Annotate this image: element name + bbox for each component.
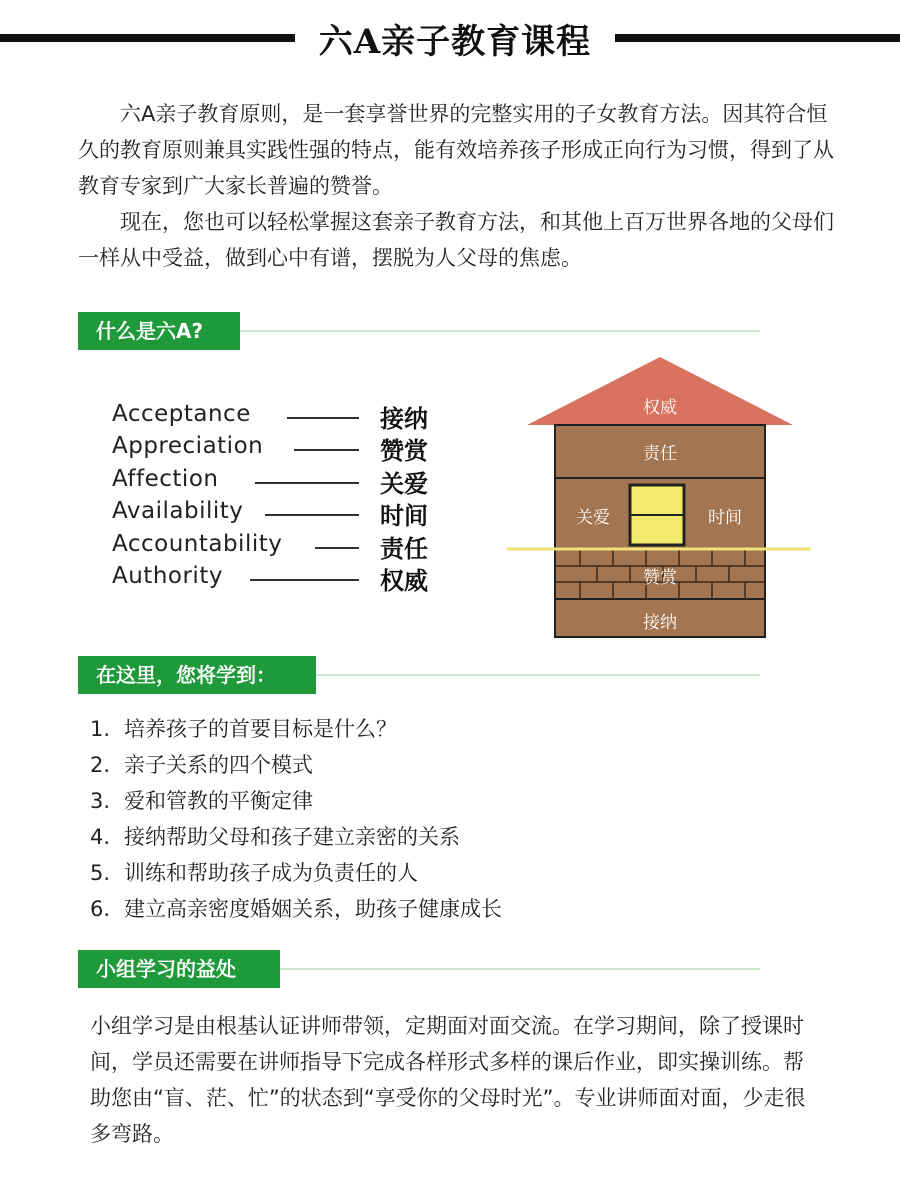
list-text: 爱和管教的平衡定律 [124, 789, 313, 813]
house-label-left: 关爱 [576, 508, 610, 528]
house-label-bricks: 赞赏 [643, 568, 677, 588]
six-a-chinese: 关爱 [380, 470, 428, 498]
six-a-item [112, 563, 442, 595]
list-number: 3. [90, 789, 111, 813]
section-rule-what-is-6a [240, 330, 760, 332]
six-a-item [112, 466, 442, 498]
connector-line [255, 482, 359, 484]
list-text: 训练和帮助孩子成为负责任的人 [124, 861, 418, 885]
list-item [90, 855, 790, 891]
list-item [90, 891, 790, 927]
six-a-english: Accountability [112, 531, 283, 557]
six-a-item [112, 531, 442, 563]
house-label-upper: 责任 [643, 444, 677, 464]
six-a-english: Affection [112, 466, 219, 492]
connector-line [265, 514, 359, 516]
list-item [90, 819, 790, 855]
list-number: 6. [90, 897, 111, 921]
list-number: 1. [90, 717, 111, 741]
section-rule-group [280, 968, 760, 970]
six-a-chinese: 接纳 [380, 405, 428, 433]
intro-paragraph-1: 六A亲子教育原则，是一套享誉世界的完整实用的子女教育方法。因其符合恒久的教育原则兼具实践性强的特点，能有效培养孩子形成正向行为习惯，得到了从教育专家到广大家长普遍的赞誉。 [78, 102, 834, 198]
section-heading-learn: 在这里，您将学到： [78, 656, 316, 694]
section-rule-learn [316, 674, 760, 676]
six-a-english: Acceptance [112, 401, 251, 427]
connector-line [250, 579, 359, 581]
six-a-english: Availability [112, 498, 244, 524]
page-title: 六A亲子教育课程 [318, 22, 592, 62]
title-rule-left [0, 34, 295, 42]
six-a-chinese: 责任 [380, 535, 428, 563]
title-rule-right [615, 34, 900, 42]
list-text: 培养孩子的首要目标是什么？ [124, 717, 397, 741]
list-item [90, 783, 790, 819]
intro-paragraph-2: 现在，您也可以轻松掌握这套亲子教育方法，和其他上百万世界各地的父母们一样从中受益，做到心中有谱，摆脱为人父母的焦虑。 [78, 210, 834, 270]
list-number: 4. [90, 825, 111, 849]
list-item [90, 711, 790, 747]
house-label-base: 接纳 [643, 613, 677, 633]
list-text: 亲子关系的四个模式 [124, 753, 313, 777]
six-a-item [112, 401, 442, 433]
six-a-english: Authority [112, 563, 223, 589]
six-a-item [112, 433, 442, 465]
section-heading-group: 小组学习的益处 [78, 950, 280, 988]
list-text: 建立高亲密度婚姻关系，助孩子健康成长 [124, 897, 502, 921]
list-item [90, 747, 790, 783]
house-label-roof: 权威 [643, 398, 677, 418]
group-paragraph: 小组学习是由根基认证讲师带领，定期面对面交流。在学习期间，除了授课时间，学员还需要在讲师指导下完成各样形式多样的课后作业，即实操训练。帮助您由“盲、茫、忙”的状态到“享受你的父母时光”。专业讲师面对面，少走很多弯路。 [90, 1014, 806, 1146]
connector-line [287, 417, 359, 419]
six-a-english: Appreciation [112, 433, 264, 459]
six-a-house-diagram [505, 355, 815, 640]
list-number: 2. [90, 753, 111, 777]
list-text: 接纳帮助父母和孩子建立亲密的关系 [124, 825, 460, 849]
house-label-right: 时间 [708, 508, 742, 528]
six-a-chinese: 权威 [380, 567, 428, 595]
list-number: 5. [90, 861, 111, 885]
connector-line [315, 547, 359, 549]
six-a-chinese: 时间 [380, 502, 428, 530]
six-a-item [112, 498, 442, 530]
six-a-chinese: 赞赏 [380, 437, 428, 465]
section-heading-what-is-6a: 什么是六A? [78, 312, 240, 350]
connector-line [294, 449, 359, 451]
